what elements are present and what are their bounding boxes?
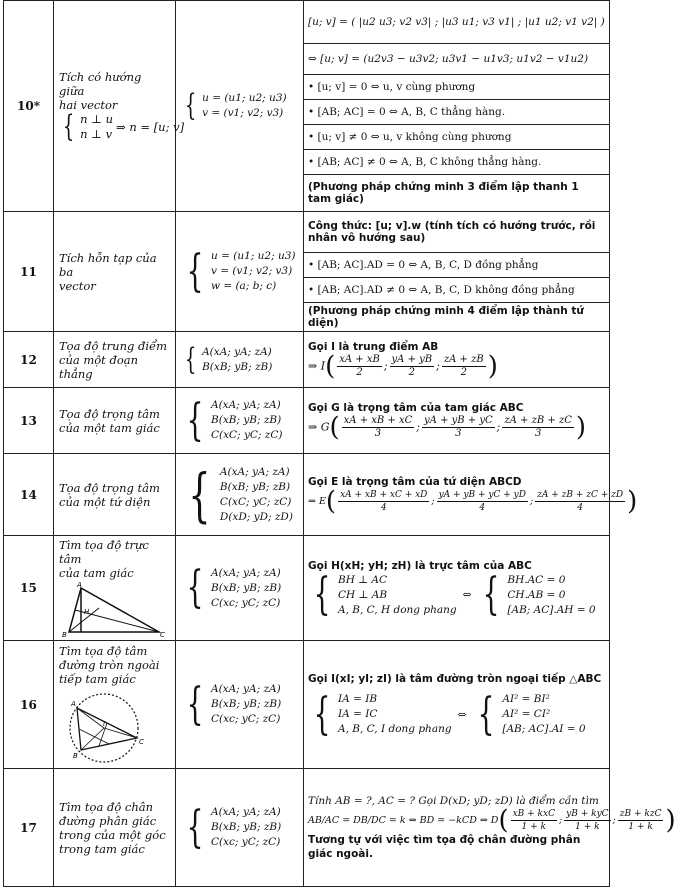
fraction: $\frac{zA + zB}{2}$ <box>443 354 484 378</box>
row-number: 16 <box>4 641 54 769</box>
data-line: A(xA; yA; zA) <box>202 345 272 358</box>
figure-label: A <box>71 699 76 708</box>
row-number: 14 <box>4 454 54 536</box>
row-number: 11 <box>4 212 54 332</box>
figure-label: H <box>84 608 90 616</box>
bullet-item: • [AB; AC].AD ≠ 0 ⇔ A, B, C, D không đồng phẳng <box>304 278 609 303</box>
system-line: CH.AB = 0 <box>507 588 566 601</box>
data-line: u = (u1; u2; u3) <box>211 250 296 262</box>
system-line: CH ⊥ AB <box>338 588 388 601</box>
title-line: hai vector <box>59 98 118 112</box>
title-line: trong của một góc <box>59 827 166 842</box>
row-title <box>54 454 176 536</box>
fraction: $\frac{yA + yB + yC + yD}{4}$ <box>438 490 526 513</box>
fraction: $\frac{\text{zB + kzC}}{1 + k}$ <box>619 809 662 832</box>
table-row <box>4 641 610 769</box>
data-line: A(xA; yA; zA) <box>211 399 281 411</box>
row-title <box>54 641 176 769</box>
fraction: $\frac{yA + yB}{2}$ <box>391 354 433 378</box>
system-line: AI² = CI² <box>502 708 551 720</box>
table-row <box>4 332 610 388</box>
formula-table <box>3 0 676 887</box>
formula-cell <box>304 769 676 887</box>
title-line: Tọa độ trọng tâm <box>59 480 160 495</box>
row-title <box>54 388 176 454</box>
title-line: của một tứ diện <box>59 494 151 509</box>
fraction: $\frac{xA + xB + xC + xD}{4}$ <box>340 490 428 513</box>
method-note: Tương tự với việc tìm tọa độ chân đường phân giác ngoài. <box>308 834 581 860</box>
formula-cell <box>304 212 610 332</box>
data-line: A(xA; yA; zA) <box>219 465 290 478</box>
data-line: B(xB; yB; zB) <box>211 698 282 710</box>
formula-cell <box>304 641 610 769</box>
cross-product-definition: [u; v] = ( |u2 u3; v2 v3| ; |u3 u1; v3 v1| ; |u1 u2; v1 v2| ) <box>304 1 609 44</box>
condition-line: n ⊥ v <box>80 127 113 141</box>
row-title <box>54 332 176 388</box>
result-prefix: ⇒ E <box>308 496 326 507</box>
data-line: D(xD; yD; zD) <box>219 510 293 523</box>
row-title <box>54 769 176 887</box>
table-row <box>4 388 610 454</box>
figure-label: C <box>139 737 144 746</box>
figure-label: B <box>62 631 67 639</box>
system-line: IA = IC <box>338 708 378 720</box>
method-note: (Phương pháp chứng minh 4 điểm lập thành tứ diện) <box>308 305 584 329</box>
title-line: vector <box>59 278 96 293</box>
formula-heading: Gọi I là trung điểm AB <box>308 341 439 353</box>
data-line: C(xC; yC; zC) <box>219 495 292 508</box>
data-line: C(xC; yC; zC) <box>211 429 283 441</box>
figure-label: A <box>77 581 82 589</box>
bullet-item: • [AB; AC] ≠ 0 ⇔ A, B, C không thẳng hàng. <box>304 150 609 175</box>
circumcircle-figure <box>59 686 159 766</box>
figure-label: B <box>73 751 78 760</box>
result-prefix: ⇒ G <box>308 420 330 434</box>
fraction: $\frac{\text{yB + kyC}}{1 + k}$ <box>566 809 609 832</box>
bullet-item: • [u; v] = 0 ⇔ u, v cùng phương <box>304 75 609 100</box>
data-line: A(xA; yA; zA) <box>211 566 281 579</box>
given-data: { A(xA; yA; zA) B(xB; yB; zB) C(xc; yC; zC) <box>176 536 304 641</box>
formula-heading: Gọi I(xI; yI; zI) là tâm đường tròn ngoại tiếp △ABC <box>308 673 602 685</box>
given-data: { A(xA; yA; zA) B(xB; yB; zB) <box>176 332 304 388</box>
title-line: của một đoạn thẳng <box>59 352 139 381</box>
title-line: Tìm tọa độ chân <box>59 799 154 814</box>
system-line: A, B, C, H dong phang <box>338 603 457 616</box>
system-line: [AB; AC].AH = 0 <box>507 603 596 616</box>
title-line: tiếp tam giác <box>59 671 136 686</box>
data-line: B(xB; yB; zB) <box>211 821 282 833</box>
bullet-item: • [u; v] ≠ 0 ⇔ u, v không cùng phương <box>304 125 609 150</box>
data-line: C(xc; yC; zC) <box>211 836 281 848</box>
data-line: C(xc; yC; zC) <box>211 596 281 609</box>
row-number: 13 <box>4 388 54 454</box>
given-data: { A(xA; yA; zA) B(xB; yB; zB) C(xC; yC; zC) D(xD; yD; zD) <box>176 454 304 536</box>
cross-product-expansion: ⇔ [u; v] = (u2v3 − u3v2; u3v1 − u1v3; u1v2 − v1u2) <box>304 44 609 75</box>
table-row <box>4 212 610 332</box>
data-line: v = (v1; v2; v3) <box>211 265 293 277</box>
ratio-expression: AB/AC = DB/DC = k ⇔ BD = −kCD ⇒ D <box>308 815 499 826</box>
row-number: 15 <box>4 536 54 641</box>
data-line: B(xB; yB; zB) <box>219 480 291 493</box>
given-data: { u = (u1; u2; u3) v = (v1; v2; v3) <box>176 1 304 212</box>
given-data: { A(xA; yA; zA) B(xB; yB; zB) C(xc; yC; zC) <box>176 769 304 887</box>
data-line: w = (a; b; c) <box>211 280 277 292</box>
bullet-item: • [AB; AC] = 0 ⇔ A, B, C thẳng hàng. <box>304 100 609 125</box>
formula-cell <box>304 536 610 641</box>
title-line: Tích có hướng giữa <box>59 70 142 98</box>
bullet-item: • [AB; AC].AD = 0 ⇔ A, B, C, D đồng phẳng <box>304 253 609 278</box>
fraction: $\frac{zA + zB + zC}{3}$ <box>504 415 572 439</box>
row-number: 10* <box>4 1 54 212</box>
table-row <box>4 536 610 641</box>
table-row <box>4 1 610 212</box>
title-line: Tìm tọa độ tâm <box>59 643 148 658</box>
data-line: v = (v1; v2; v3) <box>202 107 284 119</box>
formula-cell <box>304 1 610 212</box>
title-line: Tích hỗn tạp của ba <box>59 250 157 279</box>
title-line: của một tam giác <box>59 420 160 435</box>
system-line: [AB; AC].AI = 0 <box>502 723 586 735</box>
formula-cell <box>304 388 610 454</box>
system-line: A, B, C, I dong phang <box>338 723 452 735</box>
system-line: IA = IB <box>338 693 378 705</box>
result-prefix: ⇒ I <box>308 359 326 373</box>
data-line: A(xA; yA; zA) <box>211 806 281 818</box>
circumcenter-system: { IA = IB IA = IC A, B, C, I dong phang ⇔ { AI² = BI² AI² = CI² [AB; AC].AI = 0 <box>313 688 586 740</box>
title-line: đường phân giác <box>59 813 157 828</box>
row-number: 12 <box>4 332 54 388</box>
title-line: của tam giác <box>59 566 134 580</box>
formula-cell <box>304 454 638 536</box>
method-note: (Phương pháp chứng minh 3 điểm lập thanh 1 tam giác) <box>308 181 579 205</box>
fraction: $\frac{xA + xB + xC}{3}$ <box>343 415 413 439</box>
fraction: $\frac{xA + xB}{2}$ <box>339 354 380 378</box>
formula-heading: Tính AB = ?, AC = ? Gọi D(xD; yD; zD) là điểm cần tìm <box>308 795 599 807</box>
formula-intro: Công thức: [u; v].w (tính tích có hướng trước, rồi nhân vô hướng sau) <box>304 212 609 253</box>
title-line: Tọa độ trọng tâm <box>59 406 160 421</box>
formula-heading: Gọi H(xH; yH; zH) là trực tâm của ABC <box>308 559 532 572</box>
given-data: { A(xA; yA; zA) B(xB; yB; zB) C(xC; yC; zC) <box>176 388 304 454</box>
row-title <box>54 212 176 332</box>
table-row <box>4 769 610 887</box>
row-title <box>54 536 176 641</box>
data-line: B(xB; yB; zB) <box>211 581 282 594</box>
orthocenter-system: { BH ⊥ AC CH ⊥ AB A, B, C, H dong phang ⇔ { BH.AC = 0 CH.AB = 0 [AB; AC].AH = 0 <box>313 569 596 620</box>
data-line: B(xB; yB; zB) <box>202 360 273 373</box>
formula-result: ⇒ G( $\frac{xA + xB + xC}{3}$ ; $\frac{yA + yB + yC}{3}$ ; $\frac{zA + zB + zC}{3}$ ) <box>308 412 587 443</box>
formula-heading: Gọi E là trọng tâm của tứ diện ABCD <box>308 476 522 488</box>
fraction: $\frac{\text{xB + kxC}}{1 + k}$ <box>512 809 555 832</box>
row-title <box>54 1 185 212</box>
row-number: 17 <box>4 769 54 887</box>
system-line: BH.AC = 0 <box>507 573 566 586</box>
implication: ⇒ n = [u; v] <box>116 120 185 134</box>
figure-label: I <box>103 719 106 728</box>
given-data: { u = (u1; u2; u3) v = (v1; v2; v3) w = (a; b; c) <box>176 212 304 332</box>
data-line: u = (u1; u2; u3) <box>202 92 287 104</box>
fraction: $\frac{zA + zB + zC + zD}{4}$ <box>537 490 624 513</box>
formula-result: ⇒ I( $\frac{xA + xB}{2}$ ; $\frac{yA + yB}{2}$ ; $\frac{zA + zB}{2}$ ) <box>308 351 498 382</box>
figure-label: C <box>160 631 165 639</box>
orthocenter-figure <box>59 580 169 638</box>
formula-cell <box>304 332 610 388</box>
formula-heading: Gọi G là trọng tâm của tam giác ABC <box>308 402 524 414</box>
condition-line: n ⊥ u <box>80 112 114 126</box>
table-row <box>4 454 610 536</box>
system-line: BH ⊥ AC <box>338 573 388 586</box>
fraction: $\frac{yA + yB + yC}{3}$ <box>424 415 493 439</box>
system-line: AI² = BI² <box>502 693 550 705</box>
given-data: { A(xA; yA; zA) B(xB; yB; zB) C(xc; yC; zC) <box>176 641 304 769</box>
title-line: Tọa độ trung điểm <box>59 338 168 353</box>
title-line: Tìm tọa độ trực tâm <box>59 538 149 566</box>
formula-result: AB/AC = DB/DC = k ⇔ BD = −kCD ⇒ D( $\frac{\text{xB + kxC}}{1 + k}$ ; $\frac{\text{yB + kyC}}{1 + k}$ ; $\frac{\text{zB + kzC}}{1 + k}$ ) <box>308 805 676 836</box>
condition-system: { n ⊥ u n ⊥ v ⇒ n = [u; v] <box>62 109 185 144</box>
data-line: C(xc; yC; zC) <box>211 713 281 725</box>
formula-result: ⇒ E( $\frac{xA + xB + xC + xD}{4}$ ; $\frac{yA + yB + yC + yD}{4}$ ; $\frac{zA + zB + zC + zD}{4}$ ) <box>308 486 638 517</box>
title-line: trong tam giác <box>59 841 145 856</box>
title-line: đường tròn ngoài <box>59 657 160 672</box>
data-line: B(xB; yB; zB) <box>211 414 282 426</box>
data-line: A(xA; yA; zA) <box>211 683 281 695</box>
